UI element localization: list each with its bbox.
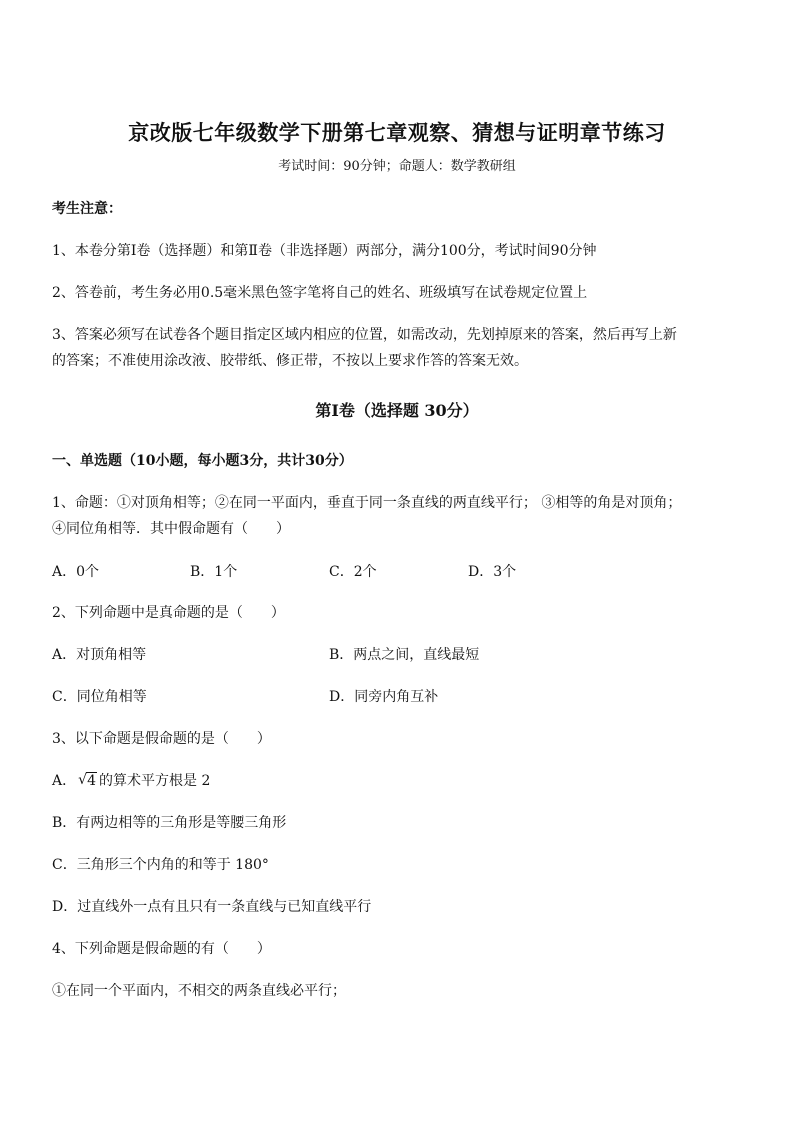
- q3-option-a-suffix: 的算术平方根是 2: [99, 773, 211, 789]
- section-title: 第Ⅰ卷（选择题 30分）: [315, 401, 479, 420]
- square-root-symbol: [78, 771, 97, 791]
- q2-option-a: A．对顶角相等: [52, 647, 147, 663]
- notice-item-3-line-2: 的答案；不准使用涂改液、胶带纸、修正带，不按以上要求作答的答案无效。: [52, 353, 528, 369]
- q2-stem: 2、下列命题中是真命题的是（ ）: [52, 605, 285, 621]
- notice-item-3-line-1: 3、答案必须写在试卷各个题目指定区域内相应的位置，如需改动，先划掉原来的答案，然后再写上新: [52, 327, 677, 343]
- q4-statement-1: ①在同一个平面内，不相交的两条直线必平行；: [52, 983, 346, 999]
- q1-stem-line-1: 1、命题：①对顶角相等；②在同一平面内，垂直于同一条直线的两直线平行； ③相等的角是对顶角；: [52, 495, 682, 511]
- q3-option-a-radicand: 4: [87, 773, 97, 789]
- q2-option-b: B．两点之间，直线最短: [329, 647, 480, 663]
- exam-subtitle: 考试时间：90分钟；命题人：数学教研组: [278, 159, 516, 174]
- q3-option-d: D．过直线外一点有且只有一条直线与已知直线平行: [52, 899, 372, 915]
- radical-sign-icon: √: [78, 772, 88, 788]
- q3-option-a-prefix: A．: [52, 773, 77, 789]
- notice-item-1: 1、本卷分第Ⅰ卷（选择题）和第Ⅱ卷（非选择题）两部分，满分100分，考试时间90分钟: [52, 243, 597, 259]
- q1-option-d: D．3个: [468, 564, 517, 580]
- q3-stem: 3、以下命题是假命题的是（ ）: [52, 731, 271, 747]
- page-title: 京改版七年级数学下册第七章观察、猜想与证明章节练习: [128, 120, 666, 145]
- q1-stem-line-2: ④同位角相等．其中假命题有（ ）: [52, 521, 290, 537]
- q2-option-c: C．同位角相等: [52, 689, 147, 705]
- q2-option-d: D．同旁内角互补: [329, 689, 439, 705]
- q1-option-b: B．1个: [190, 564, 238, 580]
- q4-stem: 4、下列命题是假命题的有（ ）: [52, 941, 271, 957]
- q3-option-b: B．有两边相等的三角形是等腰三角形: [52, 815, 287, 831]
- notice-heading: 考生注意：: [52, 201, 122, 217]
- q3-option-c: C．三角形三个内角的和等于 180°: [52, 857, 269, 873]
- part-heading: 一、单选题（10小题，每小题3分，共计30分）: [52, 453, 353, 469]
- q1-option-a: A．0个: [52, 564, 100, 580]
- q1-option-c: C．2个: [329, 564, 377, 580]
- q3-option-a: [52, 771, 210, 791]
- notice-item-2: 2、答卷前，考生务必用0.5毫米黑色签字笔将自己的姓名、班级填写在试卷规定位置上: [52, 285, 588, 301]
